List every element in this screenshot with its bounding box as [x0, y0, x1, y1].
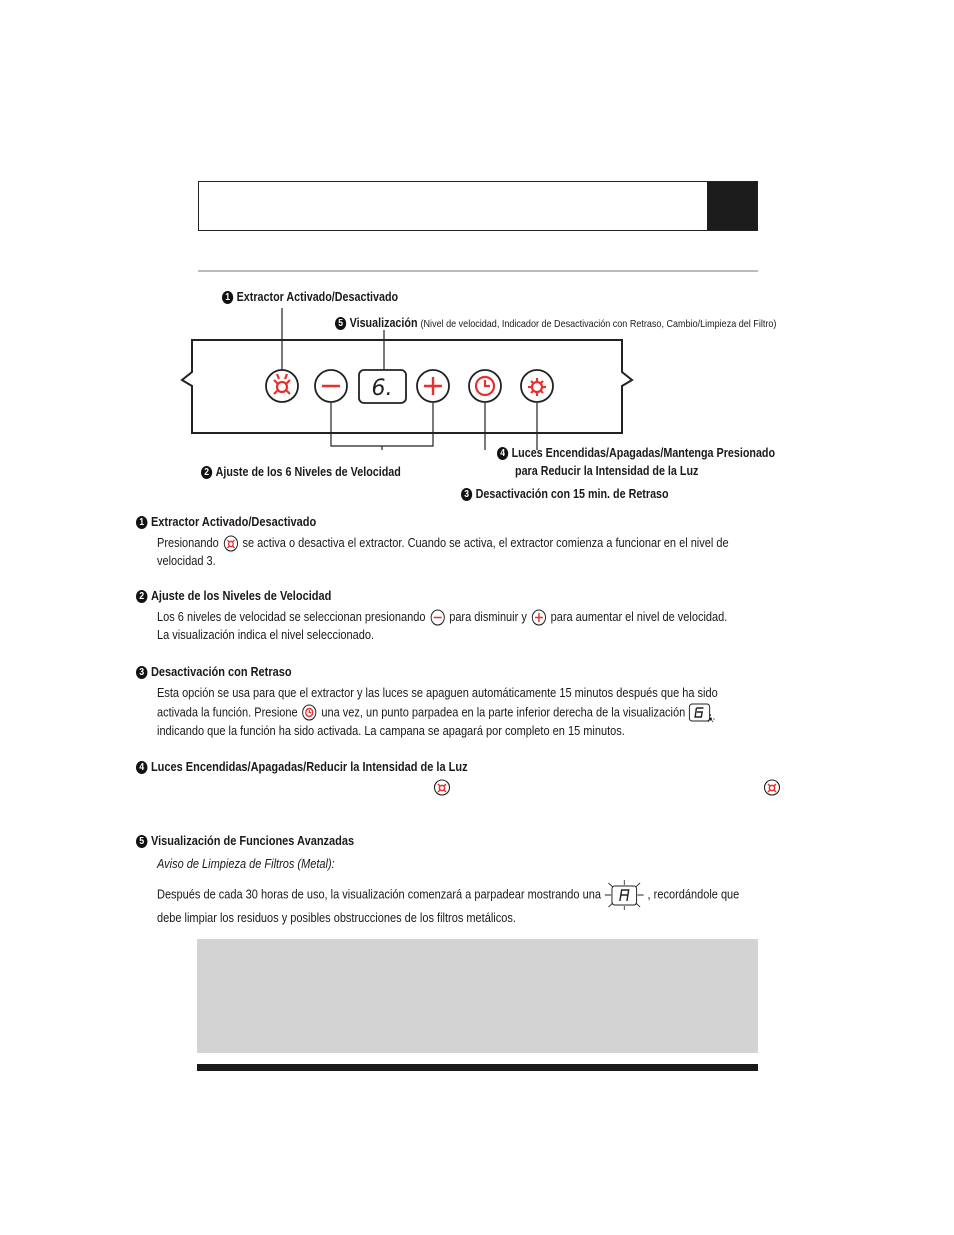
section-5-body [157, 856, 739, 927]
callout-5-number: 5 [335, 317, 346, 330]
bottom-bar [197, 1064, 758, 1071]
section-2-number: 2 [136, 590, 147, 603]
section-1-body [157, 535, 729, 570]
section-2-body [157, 609, 727, 644]
section-rule [198, 270, 758, 272]
timer-button-icon [469, 370, 501, 402]
section-3-text-b: una vez, un punto parpadea en la parte inferior derecha de la visualización [321, 704, 686, 719]
callout-3-number: 3 [461, 488, 472, 501]
light-icon-a [433, 779, 451, 796]
callout-3-label: Desactivación con 15 min. de Retraso [475, 487, 669, 501]
section-3-number: 3 [136, 666, 147, 679]
section-4-number: 4 [136, 761, 147, 774]
display-digit: 6. [371, 376, 393, 401]
section-4-title [136, 760, 468, 774]
section-5-subtitle: Aviso de Limpieza de Filtros (Metal): [157, 857, 335, 871]
section-5-heading: Visualización de Funciones Avanzadas [150, 834, 355, 848]
callout-4-line2: para Reducir la Intensidad de la Luz [515, 464, 699, 478]
section-1-text-b: se activa o desactiva el extractor. Cuando se activa, el extractor comienza a funcionar en el nivel de [242, 536, 729, 550]
light-button-icon [521, 370, 553, 402]
section-2-heading: Ajuste de los Niveles de Velocidad [150, 589, 332, 603]
callout-2-number: 2 [201, 466, 212, 479]
section-5-text-a: Después de cada 30 horas de uso, la visualización comenzará a parpadear mostrando una [157, 886, 601, 901]
section-5-number: 5 [136, 835, 147, 848]
callout-3 [461, 487, 669, 501]
panel-outline [182, 340, 632, 433]
section-5-line-2: debe limpiar los residuos y posibles obstrucciones de los filtros metálicos. [157, 910, 516, 925]
callout-4-continued [515, 464, 698, 478]
callout-4 [497, 446, 775, 460]
minus-button-icon [315, 370, 347, 402]
display-dot-icon [688, 703, 714, 723]
callout-2 [201, 465, 401, 479]
callout-4-line1: Luces Encendidas/Apagadas/Mantenga Presionado [511, 446, 776, 460]
section-3-line-3: indicando que la función ha sido activada. La campana se apagará por completo en 15 minutos. [157, 723, 625, 738]
timer-icon [301, 704, 319, 721]
section-1-line-2: velocidad 3. [157, 553, 216, 568]
section-2-text-c: para aumentar el nivel de velocidad. [550, 610, 728, 624]
header-tab [707, 182, 757, 230]
callout-4-number: 4 [497, 447, 508, 460]
speed-display-icon [359, 370, 406, 403]
callout-1-label: Extractor Activado/Desactivado [236, 290, 399, 304]
section-5-title [136, 834, 354, 848]
note-box [197, 939, 758, 1053]
plus-button-icon [417, 370, 449, 402]
light-icon-b [763, 779, 781, 796]
callout-5-detail: (Nivel de velocidad, Indicador de Desactivación con Retraso, Cambio/Limpieza del Filtro) [420, 318, 777, 330]
plus-icon [530, 609, 548, 626]
fan-button-icon [266, 370, 298, 402]
callout-1-number: 1 [222, 291, 233, 304]
header-box [198, 181, 758, 231]
section-3-heading: Desactivación con Retraso [150, 665, 292, 679]
section-2-title [136, 589, 331, 603]
section-5-text-b: , recordándole que [647, 886, 740, 901]
section-4-heading: Luces Encendidas/Apagadas/Reducir la Intensidad de la Luz [150, 760, 468, 774]
section-2-line-2: La visualización indica el nivel seleccionado. [157, 627, 375, 642]
section-1-heading: Extractor Activado/Desactivado [150, 515, 317, 529]
callout-2-label: Ajuste de los 6 Niveles de Velocidad [215, 465, 401, 479]
section-2-text-a: Los 6 niveles de velocidad se seleccionan presionando [157, 610, 426, 624]
fan-icon [222, 535, 240, 552]
leader-bracket-2 [331, 403, 433, 446]
section-3-line-1: Esta opción se usa para que el extractor y las luces se apaguen automáticamente 15 minutos después que ha sido [157, 686, 718, 700]
section-3-body [157, 685, 718, 740]
section-3-text-a: activada la función. Presione [157, 704, 298, 719]
section-1-number: 1 [136, 516, 147, 529]
section-3-title [136, 665, 292, 679]
section-1-title [136, 515, 316, 529]
filter-alert-display-icon [604, 880, 644, 910]
minus-icon [429, 609, 447, 626]
callout-5-label: Visualización [349, 316, 418, 330]
section-1-text-a: Presionando [157, 536, 219, 550]
section-2-text-b: para disminuir y [449, 610, 527, 624]
control-panel-diagram [170, 300, 650, 450]
